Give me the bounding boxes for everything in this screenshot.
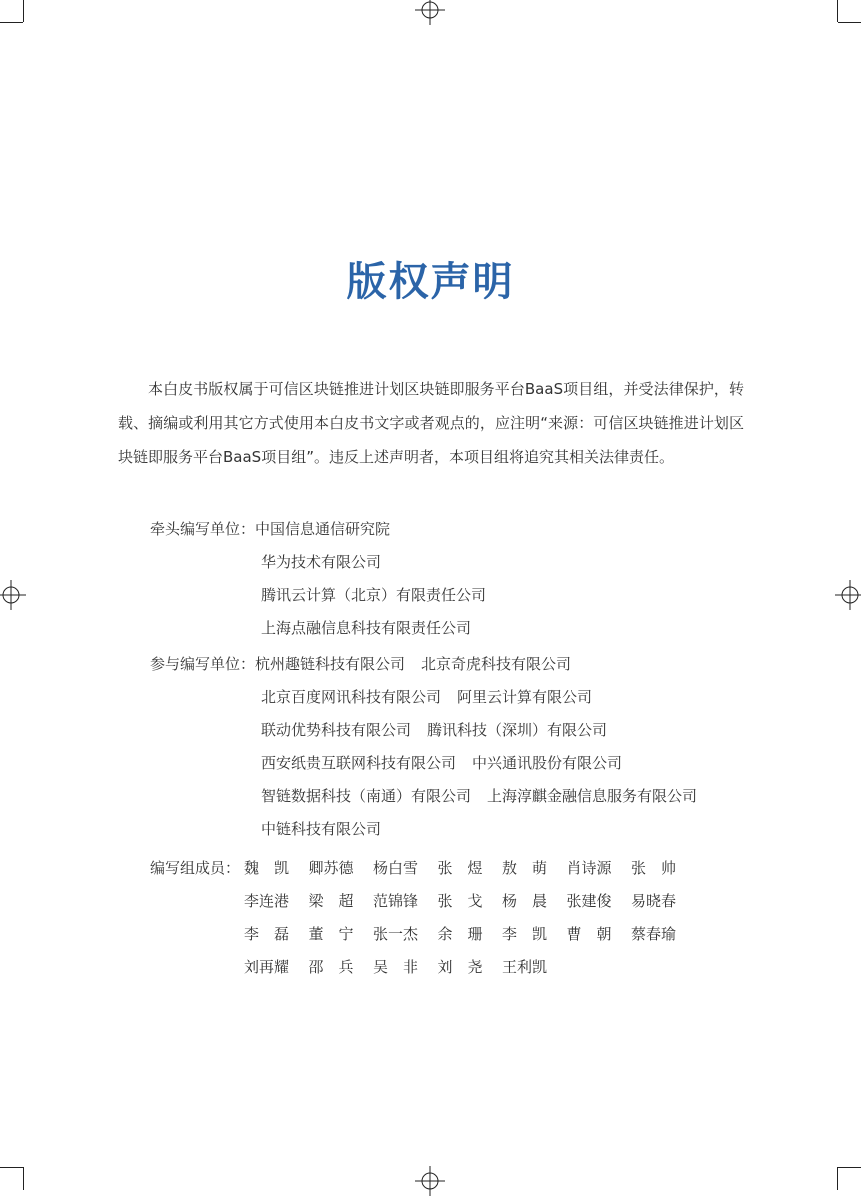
participating-unit-row (150, 681, 697, 714)
team-member: 易晓春 (631, 892, 677, 910)
team-member: 董 宁 (308, 925, 354, 943)
lead-unit-org: 华为技术有限公司 (261, 553, 382, 571)
crop-mark-top-left-v (23, 0, 24, 22)
registration-mark-bottom (415, 1166, 445, 1196)
lead-unit-row (150, 612, 486, 645)
team-member: 邵 兵 (308, 958, 354, 976)
team-member: 李 凯 (502, 925, 548, 943)
team-member: 张一杰 (373, 925, 419, 943)
team-members-section (150, 852, 696, 984)
team-member-row (150, 951, 696, 984)
team-member: 刘 尧 (437, 958, 483, 976)
participating-unit-org: 联动优势科技有限公司 (261, 721, 412, 739)
team-member-row (150, 918, 696, 951)
team-member: 张建俊 (566, 892, 612, 910)
lead-units-section (150, 513, 486, 645)
team-member: 范锦锋 (373, 892, 419, 910)
participating-unit-org: 上海淳麒金融信息服务有限公司 (487, 787, 698, 805)
crop-mark-bottom-right-v (837, 1167, 838, 1190)
participating-unit-row (150, 780, 697, 813)
crop-mark-bottom-right-h (838, 1167, 861, 1168)
team-member: 杨 晨 (502, 892, 548, 910)
participating-unit-row (150, 648, 697, 681)
team-member: 张 戈 (437, 892, 483, 910)
team-member: 张 煜 (437, 859, 483, 877)
team-member: 王利凯 (502, 958, 548, 976)
participating-unit-row (150, 747, 697, 780)
team-member: 魏 凯 (244, 859, 290, 877)
participating-unit-org: 西安纸贵互联网科技有限公司 (261, 754, 457, 772)
copyright-statement: 本白皮书版权属于可信区块链推进计划区块链即服务平台BaaS项目组，并受法律保护，转载、摘编或利用其它方式使用本白皮书文字或者观点的，应注明“来源：可信区块链推进计划区块链即服务平台BaaS项目组”。违反上述声明者，本项目组将追究其相关法律责任。 (118, 380, 744, 466)
participating-unit-org: 中兴通讯股份有限公司 (472, 754, 623, 772)
team-member: 肖诗源 (566, 859, 612, 877)
team-member: 曹 朝 (566, 925, 612, 943)
participating-unit-row (150, 714, 697, 747)
participating-unit-org: 北京百度网讯科技有限公司 (261, 688, 442, 706)
lead-unit-row (150, 513, 486, 546)
lead-unit-org: 中国信息通信研究院 (255, 520, 391, 538)
team-member: 卿苏德 (308, 859, 354, 877)
team-member: 余 珊 (437, 925, 483, 943)
crop-mark-top-right-v (837, 0, 838, 22)
crop-mark-bottom-left-h (0, 1167, 23, 1168)
participating-units-label: 参与编写单位： (150, 655, 256, 673)
crop-mark-bottom-left-v (23, 1167, 24, 1190)
crop-mark-top-left-h (0, 22, 23, 23)
registration-mark-top (415, 0, 445, 25)
participating-unit-org: 阿里云计算有限公司 (457, 688, 593, 706)
team-member: 张 帅 (631, 859, 677, 877)
participating-unit-org: 中链科技有限公司 (261, 820, 382, 838)
lead-unit-org: 腾讯云计算（北京）有限责任公司 (261, 586, 487, 604)
team-member: 梁 超 (308, 892, 354, 910)
registration-mark-right (835, 580, 861, 610)
team-member: 敖 萌 (502, 859, 548, 877)
team-member: 蔡春瑜 (631, 925, 677, 943)
team-member: 杨白雪 (373, 859, 419, 877)
lead-unit-row (150, 579, 486, 612)
participating-unit-org: 北京奇虎科技有限公司 (421, 655, 572, 673)
team-member: 李 磊 (244, 925, 290, 943)
team-member: 吴 非 (373, 958, 419, 976)
participating-units-section (150, 648, 697, 846)
lead-unit-org: 上海点融信息科技有限责任公司 (261, 619, 472, 637)
team-member: 刘再耀 (244, 958, 290, 976)
crop-mark-top-right-h (838, 22, 861, 23)
participating-unit-row (150, 813, 697, 846)
team-label: 编写组成员： (150, 859, 241, 877)
registration-mark-left (0, 580, 26, 610)
lead-unit-row (150, 546, 486, 579)
participating-unit-org: 智链数据科技（南通）有限公司 (261, 787, 472, 805)
lead-units-label: 牵头编写单位： (150, 520, 256, 538)
participating-unit-org: 腾讯科技（深圳）有限公司 (427, 721, 608, 739)
page-title: 版权声明 (346, 259, 515, 305)
team-member-row (150, 885, 696, 918)
team-member-row (150, 852, 696, 885)
team-member: 李连港 (244, 892, 290, 910)
participating-unit-org: 杭州趣链科技有限公司 (255, 655, 406, 673)
